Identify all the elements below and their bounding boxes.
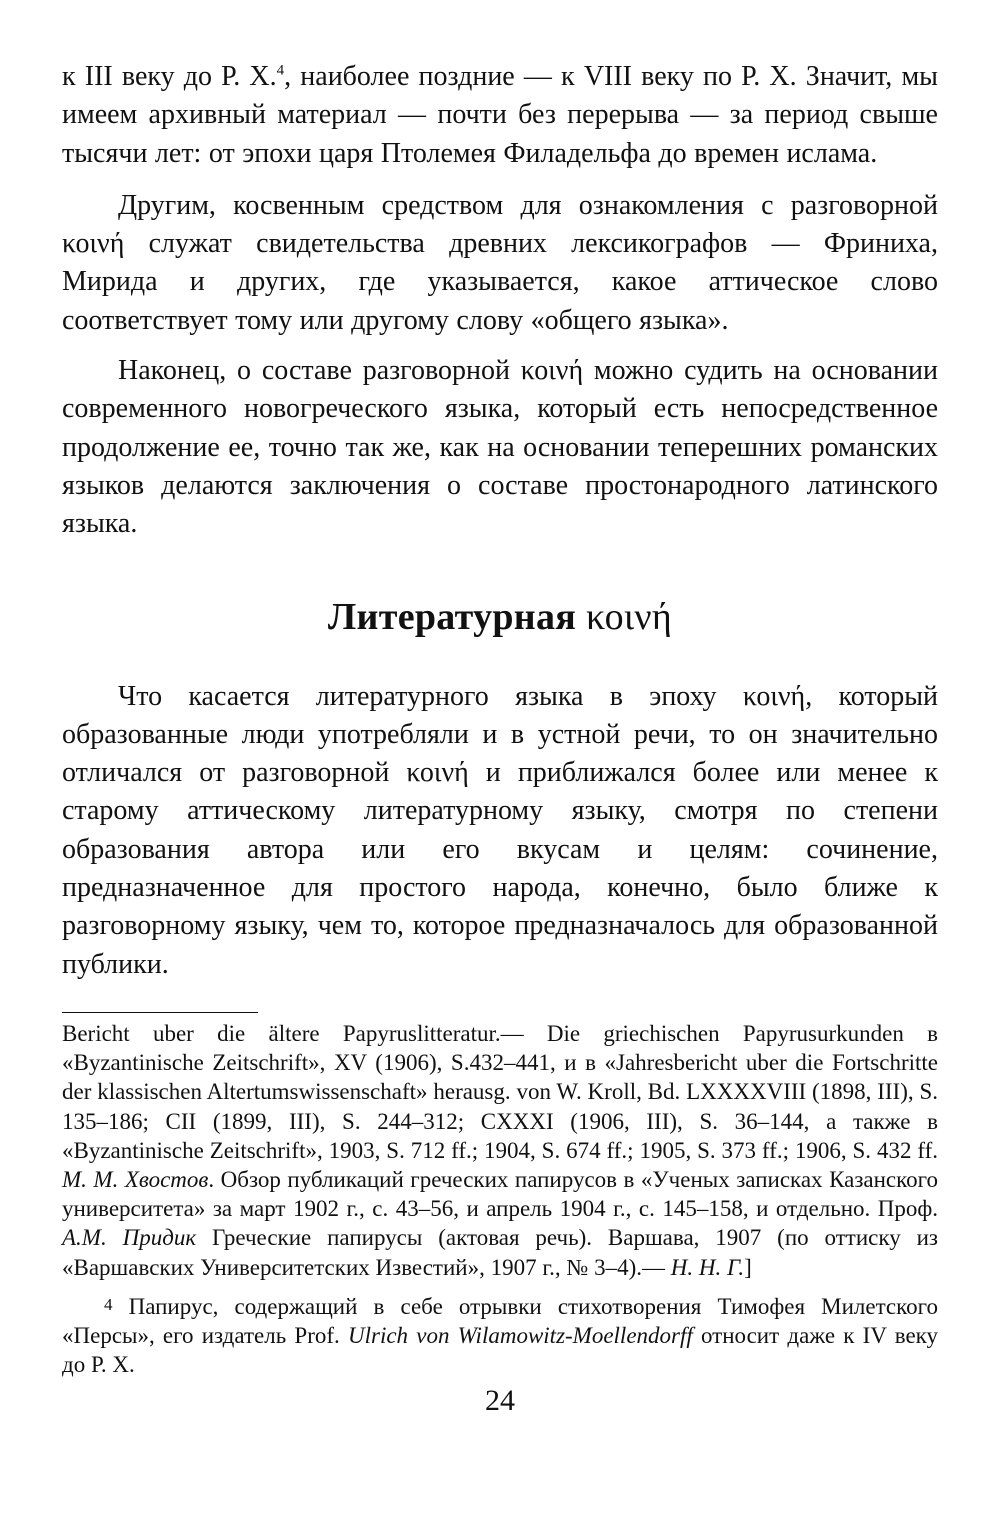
footnote-continuation-text-a: Bericht uber die ältere Papyruslitteratur.— Die griechischen Papyrusurkunden в «Byzantinische Zeitschrift», XV (1906), S.432–441, и в «Jahresbericht uber die Fortschritte der klassischen Altertumswissenschaft» herausg. von W. Kroll, Bd. LXXXXVIII (1898, III), S. 135–186; CII (1899, III), S. 244–312; CXXXI (1906, III), S. 36–144, а также в «Byzantinische Zeitschrift», 1903, S. 712 ff.; 1904, S. 674 ff.; 1905, S. 373 ff.; 1906, S. 432 ff.	[62, 1020, 938, 1163]
footnote-continuation	[62, 1019, 938, 1282]
section-heading-text: Литературная	[327, 595, 586, 638]
footnote-continuation-text-b: . Обзор публикаций греческих папирусов в «Ученых записках Казанского университета» за март 1902 г., с. 43–56, и апрель 1904 г., с. 145–158, и отдельно. Проф.	[62, 1166, 938, 1222]
footnote-4-text-b: относит даже к IV веку до Р. Х.	[62, 1322, 938, 1378]
footnote-number: 4	[104, 1294, 113, 1314]
footnote-author: Н. Н. Г.	[670, 1254, 745, 1280]
greek-term: κοινή	[520, 355, 584, 387]
page-number: 24	[485, 1384, 515, 1417]
footnote-4	[62, 1292, 938, 1380]
paragraph-2-text-b: служат свидетельства древних лексикографов — Фриниха, Мирида и других, где указывается, какое аттическое слово соответствует тому или другому слову «общего языка».	[62, 228, 938, 336]
footnote-author: М. М. Хвостов	[62, 1166, 209, 1192]
paragraph-2	[62, 187, 938, 340]
footnote-divider	[62, 1012, 258, 1013]
paragraph-3-text-b: можно судить на основании современного новогреческого языка, который есть непосредственное продолжение ее, точно так же, как на основании теперешних романских языков делаются заключения о составе простонародного латинского языка.	[62, 355, 938, 540]
footnote-author: Ulrich von Wilamowitz-Moellendorff	[348, 1322, 693, 1348]
footnote-continuation-text-d: ]	[744, 1254, 752, 1280]
section-heading-greek: κοινή	[585, 595, 673, 638]
paragraph-4-text-b: , который образованные люди употребляли и в устной речи, то он значительно отличался от разговорной	[62, 680, 938, 789]
paragraph-4	[62, 678, 938, 984]
paragraph-4-text-a: Что касается литературного языка в эпоху	[118, 680, 743, 712]
footnote-4-text-a: Папирус, содержащий в себе отрывки стихотворения Тимофея Милетского «Персы», его издатель Prof.	[62, 1293, 938, 1348]
greek-term: κοινή	[742, 680, 806, 712]
paragraph-1	[62, 58, 938, 173]
greek-term: κοινή	[62, 228, 125, 260]
footnote-continuation-text-c: Греческие папирусы (актовая речь). Варшава, 1907 (по оттиску из «Варшавских Университетских Известий», 1907 г., № 3–4).—	[62, 1225, 938, 1280]
paragraph-3-text-a: Наконец, о составе разговорной	[118, 355, 521, 387]
section-heading	[62, 594, 938, 640]
footnote-ref-4[interactable]: 4	[276, 62, 285, 79]
paragraph-2-text-a: Другим, косвенным средством для ознакомления с разговорной	[118, 189, 938, 221]
paragraph-1-text-a: к III веку до Р. Х.	[62, 61, 277, 92]
footnote-author: А.М. Придик	[62, 1225, 197, 1251]
paragraph-4-text-c: и приближался более или менее к старому аттическому литературному языку, смотря по степени образования автора или его вкусам и целям: сочинение, предназначенное для простого народа, конечно, было ближе к разговорному языку, чем то, которое предназначалось для образованной публики.	[62, 757, 938, 980]
paragraph-1-text-b: , наиболее поздние — к VIII веку по Р. Х. Значит, мы имеем архивный материал — почти без перерыва — за период свыше тысячи лет: от эпохи царя Птолемея Филадельфа до времен ислама.	[62, 61, 938, 169]
greek-term: κοινή	[406, 757, 469, 789]
paragraph-3	[62, 352, 938, 543]
page-body	[62, 58, 938, 1379]
